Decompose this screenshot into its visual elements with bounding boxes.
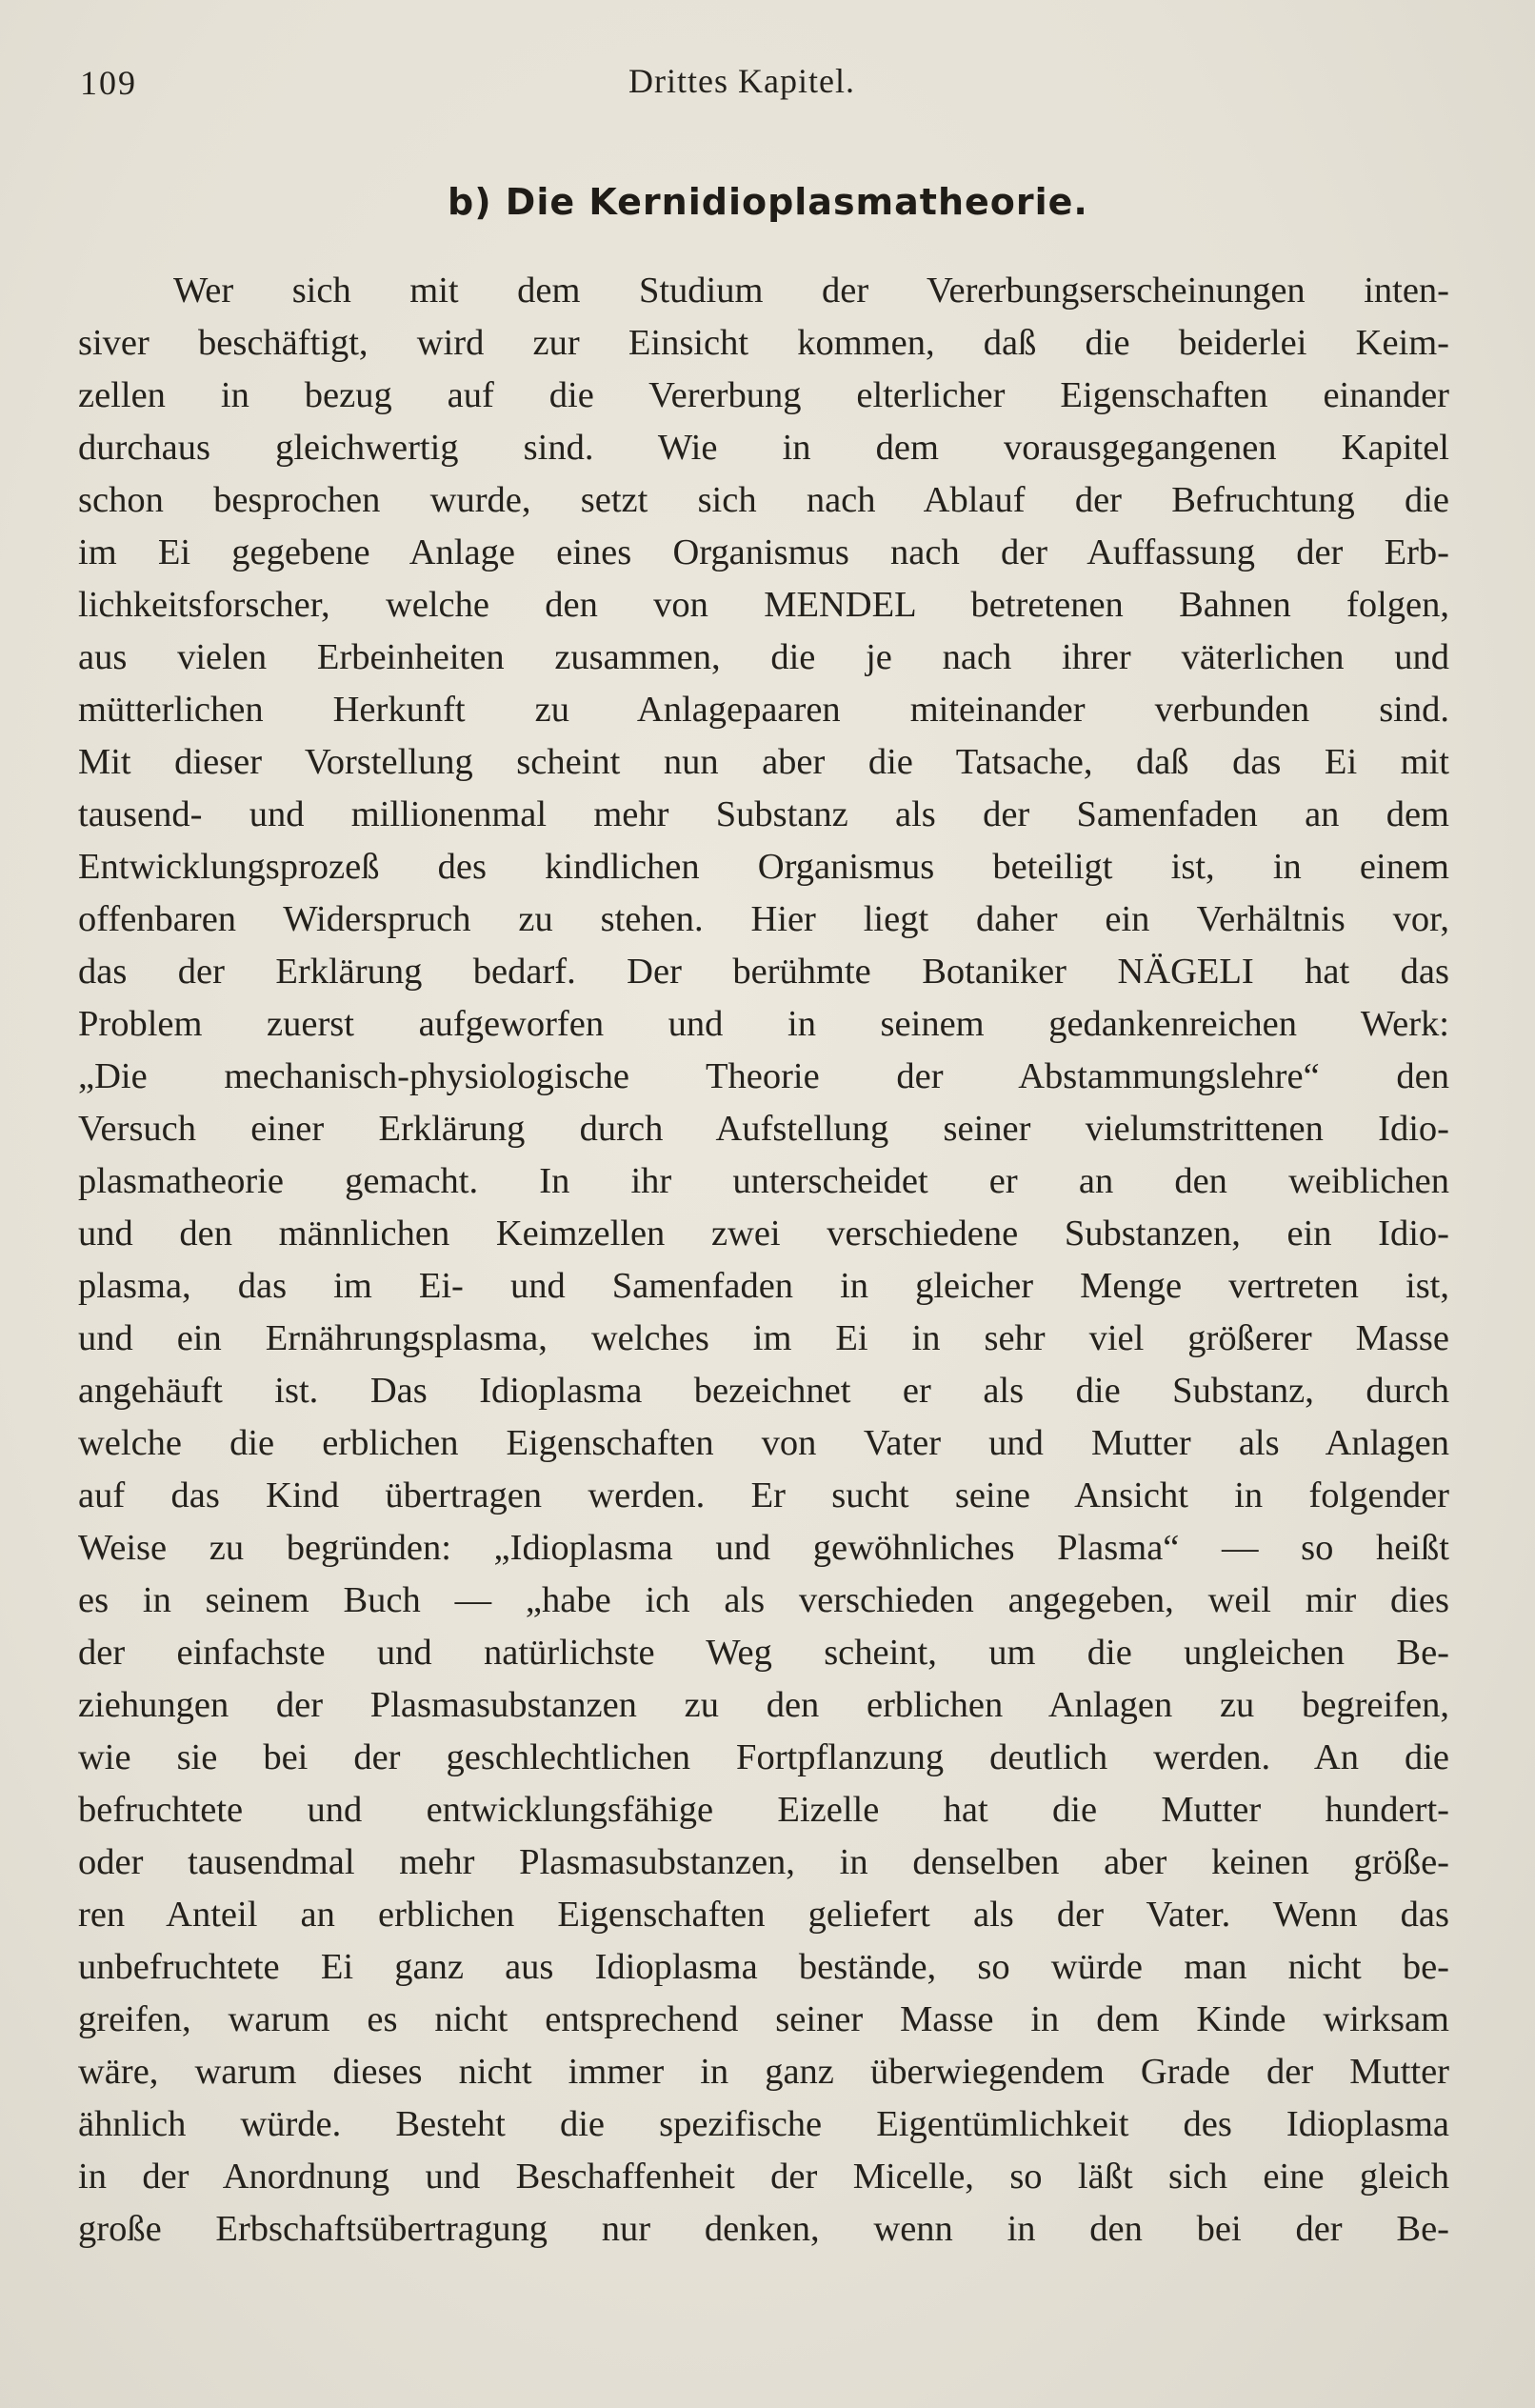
text-line: „Die mechanisch-physiologische Theorie der Abstammungslehre“ den xyxy=(78,1056,1449,1096)
text-line: und den männlichen Keimzellen zwei verschiedene Substanzen, ein Idio- xyxy=(78,1214,1449,1254)
text-line: in der Anordnung und Beschaffenheit der Micelle, so läßt sich eine gleich xyxy=(78,2157,1449,2197)
text-line: plasma, das im Ei- und Samenfaden in gleicher Menge vertreten ist, xyxy=(78,1266,1449,1306)
text-line: tausend- und millionenmal mehr Substanz als der Samenfaden an dem xyxy=(78,794,1449,834)
text-line: befruchtete und entwicklungsfähige Eizelle hat die Mutter hundert- xyxy=(78,1790,1449,1830)
running-head: Drittes Kapitel. xyxy=(628,62,855,100)
text-line: Versuch einer Erklärung durch Aufstellung seiner vielumstrittenen Idio- xyxy=(78,1109,1449,1149)
text-line: aus vielen Erbeinheiten zusammen, die je nach ihrer väterlichen und xyxy=(78,637,1449,677)
text-line: plasmatheorie gemacht. In ihr unterscheidet er an den weiblichen xyxy=(78,1161,1449,1201)
text-line: unbefruchtete Ei ganz aus Idioplasma bestände, so würde man nicht be- xyxy=(78,1947,1449,1987)
text-line: im Ei gegebene Anlage eines Organismus nach der Auffassung der Erb- xyxy=(78,532,1449,572)
text-line: Wer sich mit dem Studium der Vererbungserscheinungen inten- xyxy=(173,271,1449,311)
text-line: siver beschäftigt, wird zur Einsicht kommen, daß die beiderlei Keim- xyxy=(78,323,1449,363)
text-line: welche die erblichen Eigenschaften von Vater und Mutter als Anlagen xyxy=(78,1423,1449,1463)
text-line: angehäuft ist. Das Idioplasma bezeichnet er als die Substanz, durch xyxy=(78,1371,1449,1411)
text-line: durchaus gleichwertig sind. Wie in dem vorausgegangenen Kapitel xyxy=(78,428,1449,468)
text-line: offenbaren Widerspruch zu stehen. Hier liegt daher ein Verhältnis vor, xyxy=(78,899,1449,939)
text-line: auf das Kind übertragen werden. Er sucht seine Ansicht in folgender xyxy=(78,1475,1449,1515)
text-line: große Erbschaftsübertragung nur denken, wenn in den bei der Be- xyxy=(78,2209,1449,2249)
text-line: zellen in bezug auf die Vererbung elterlicher Eigenschaften einander xyxy=(78,375,1449,415)
page-number: 109 xyxy=(80,64,137,102)
text-line: lichkeitsforscher, welche den von MENDEL betretenen Bahnen folgen, xyxy=(78,585,1449,625)
text-line: wie sie bei der geschlechtlichen Fortpflanzung deutlich werden. An die xyxy=(78,1737,1449,1777)
text-line: Mit dieser Vorstellung scheint nun aber die Tatsache, daß das Ei mit xyxy=(78,742,1449,782)
text-line: Weise zu begründen: „Idioplasma und gewöhnliches Plasma“ — so heißt xyxy=(78,1528,1449,1568)
text-line: mütterlichen Herkunft zu Anlagepaaren miteinander verbunden sind. xyxy=(78,690,1449,730)
text-line: greifen, warum es nicht entsprechend seiner Masse in dem Kinde wirksam xyxy=(78,1999,1449,2039)
text-line: ren Anteil an erblichen Eigenschaften geliefert als der Vater. Wenn das xyxy=(78,1895,1449,1935)
text-line: der einfachste und natürlichste Weg scheint, um die ungleichen Be- xyxy=(78,1633,1449,1673)
text-line: schon besprochen wurde, setzt sich nach Ablauf der Befruchtung die xyxy=(78,480,1449,520)
text-line: wäre, warum dieses nicht immer in ganz überwiegendem Grade der Mutter xyxy=(78,2052,1449,2092)
text-line: ähnlich würde. Besteht die spezifische Eigentümlichkeit des Idioplasma xyxy=(78,2104,1449,2144)
text-line: Problem zuerst aufgeworfen und in seinem gedankenreichen Werk: xyxy=(78,1004,1449,1044)
text-line: Entwicklungsprozeß des kindlichen Organismus beteiligt ist, in einem xyxy=(78,847,1449,887)
text-line: das der Erklärung bedarf. Der berühmte Botaniker NÄGELI hat das xyxy=(78,952,1449,992)
text-line: oder tausendmal mehr Plasmasubstanzen, in denselben aber keinen größe- xyxy=(78,1842,1449,1882)
text-line: und ein Ernährungsplasma, welches im Ei in sehr viel größerer Masse xyxy=(78,1318,1449,1358)
text-line: ziehungen der Plasmasubstanzen zu den erblichen Anlagen zu begreifen, xyxy=(78,1685,1449,1725)
section-title: b) Die Kernidioplasmatheorie. xyxy=(448,181,1088,223)
text-line: es in seinem Buch — „habe ich als verschieden angegeben, weil mir dies xyxy=(78,1580,1449,1620)
